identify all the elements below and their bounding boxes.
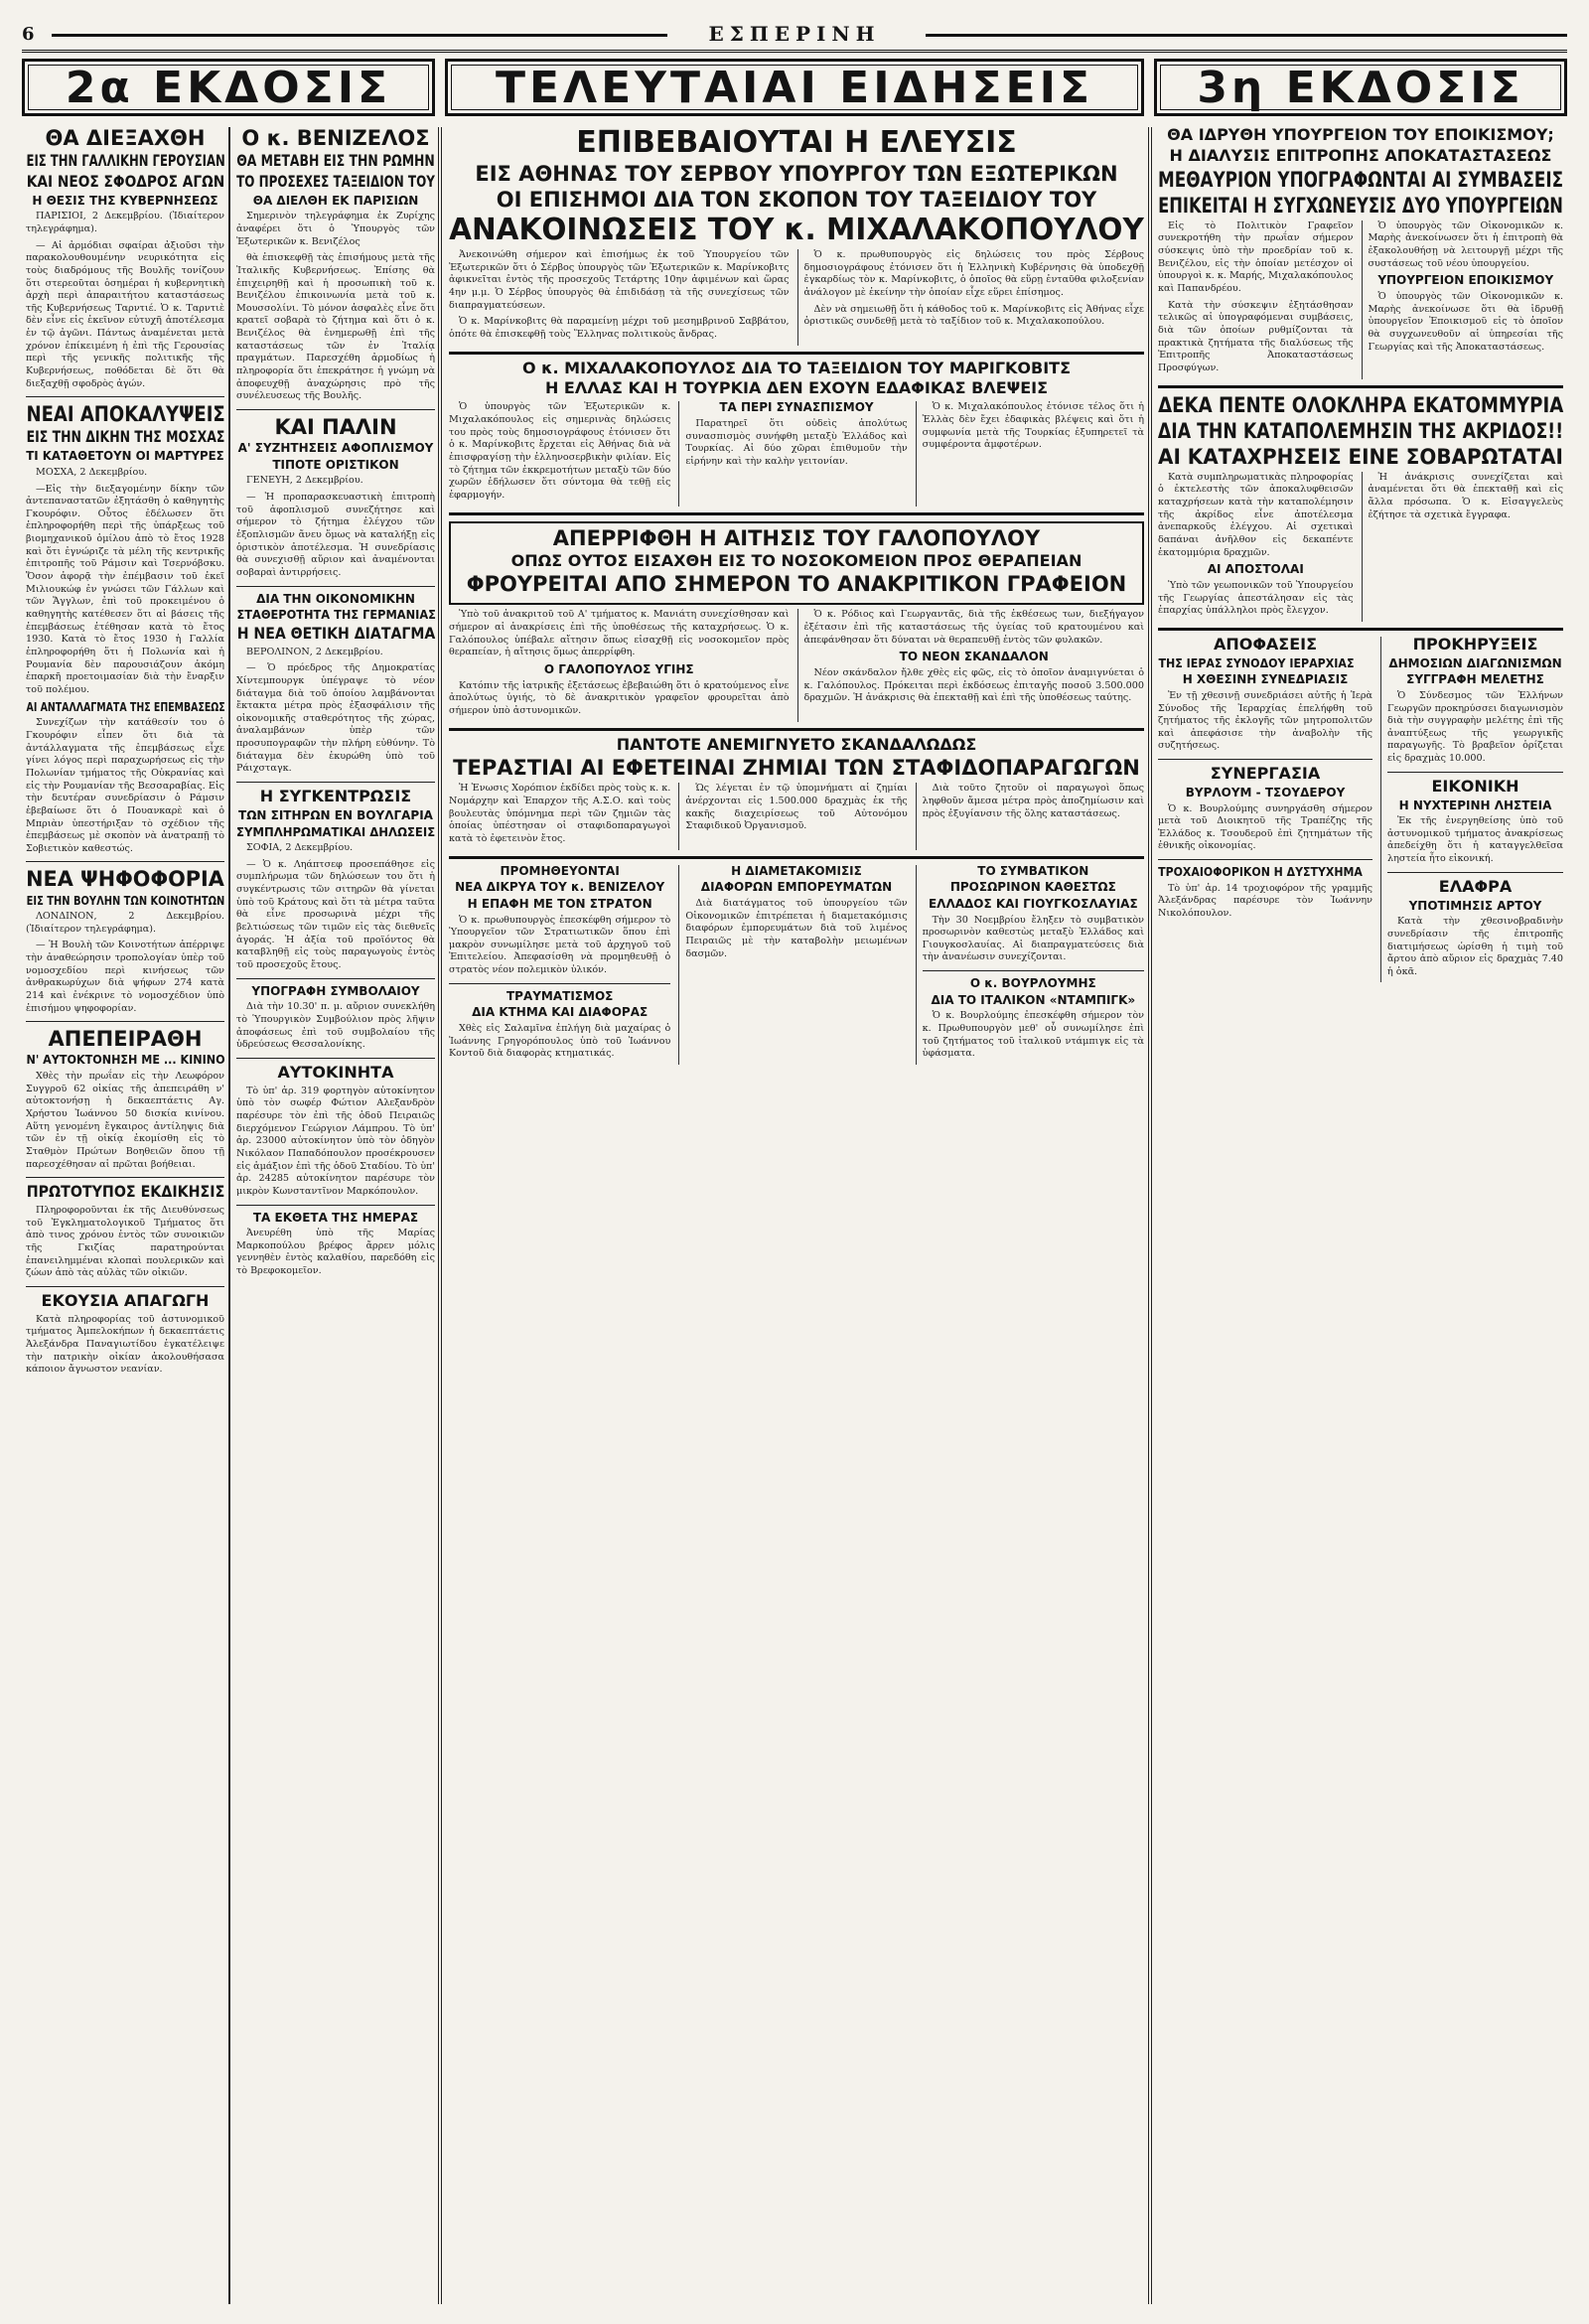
headline: ΟΙ ΕΠΙΣΗΜΟΙ ΔΙΑ ΤΟΝ ΣΚΟΠΟΝ ΤΟΥ ΤΑΞΕΙΔΙΟΥ ΤΟΥ [496, 187, 1097, 212]
article-body: — Ὁ πρόεδρος τῆς Δημοκρατίας Χίντεμπουργκ ὑπέγραψε τὸ νέον διάταγμα διὰ τοῦ ὁποίου λαμβάνονται ἔκτακτα μέτρα πρὸς ἐξασφάλισιν τῆς οἰκονομικῆς σταθερότητος τῆς χώρας, ἀναλαμβάνων ὑπὲρ τῶν προσυπογραφῶν τὴν πλήρη εὐθύνην. Τὸ διάταγμα δὲν ἐκυρώθη ὑπὸ τοῦ Ράιχσταγκ. [236, 662, 435, 775]
headline: ΣΤΑΘΕΡΟΤΗΤΑ ΤΗΣ ΓΕΡΜΑΝΙΑΣ [235, 608, 436, 623]
headline: ΕΙΣ ΤΗΝ ΔΙΚΗΝ ΤΗΣ ΜΟΣΧΑΣ [26, 427, 224, 447]
headline: Ο κ. ΜΙΧΑΛΑΚΟΠΟΥΛΟΣ ΔΙΑ ΤΟ ΤΑΞΕΙΔΙΟΝ ΤΟΥ ΜΑΡΙΓΚΟΒΙΤΣ [521, 358, 1071, 377]
subheadline: ΤΑ ΠΕΡΙ ΣΥΝΑΣΠΙΣΜΟΥ [719, 400, 874, 415]
article-body: Ὁ κ. πρωθυπουργὸς ἐπεσκέφθη σήμερον τὸ Ὑπουργεῖον τῶν Στρατιωτικῶν ὅπου ἐπὶ μακρὸν συνωμίλησε μετὰ τοῦ ἀρχηγοῦ τοῦ Ἐπιτελείου. Ἀπεφασίσθη νὰ προμηθευθῇ ὁ στρατὸς νέον πολεμικὸν ὑλικόν. [449, 914, 671, 976]
headline: ΠΡΟΜΗΘΕΥΟΝΤΑΙ [500, 863, 620, 878]
headline: ΤΩΝ ΣΙΤΗΡΩΝ ΕΝ ΒΟΥΛΓΑΡΙΑ [238, 807, 433, 822]
article-michalakopoulos [449, 358, 1144, 507]
headline: ΑΙ ΚΑΤΑΧΡΗΣΕΙΣ ΕΙΝΕ ΣΟΒΑΡΩΤΑΤΑΙ [1158, 444, 1563, 469]
article-regime [916, 865, 1144, 1065]
headline: ΔΙΑ ΤΗΝ ΟΙΚΟΝΟΜΙΚΗΝ [256, 591, 415, 606]
article-body: Δὲν νὰ σημειωθῇ ὅτι ἡ κάθοδος τοῦ κ. Μαρίνκοβιτς εἰς Ἀθήνας εἶχε ὁριστικῶς συνδεθῇ μετὰ τὸ ταξίδιον τοῦ κ. Μιχαλακοπούλου. [803, 303, 1144, 328]
article-body: Κατὰ συμπληρωματικὰς πληροφορίας ὁ ἐκτελεστὴς τῶν ἀποκαλυφθεισῶν καταχρήσεων κατὰ τὴν καταπολέμησιν τῆς ἀκρίδος εἶνε ἀποτέλεσμα ἀνεπαρκοῦς ἐλέγχου. Αἱ σχετικαὶ δαπάναι ἀνῆλθον εἰς δεκαπέντε ἑκατομμύρια δραχμῶν. [1158, 471, 1354, 558]
article-body: Ἐν τῇ χθεσινῇ συνεδριάσει αὐτῆς ἡ Ἱερὰ Σύνοδος τῆς Ἱεραρχίας ἐπελήφθη τοῦ ζητήματος τῆς ἐκλογῆς τῶν μητροπολιτῶν καὶ ἀπεφάσισε τὴν ἀναβολὴν τῆς συζητήσεως. [1158, 689, 1372, 752]
article-cars [236, 1062, 435, 1199]
dateline: ΒΕΡΟΛΙΝΟΝ, 2 Δεκεμβρίου. [246, 646, 383, 657]
banner-latest-news: ΤΕΛΕΥΤΑΙΑΙ ΕΙΔΗΣΕΙΣ [445, 59, 1144, 116]
article-tram [1158, 866, 1372, 921]
subheadline: ΤΟ ΝΕΟΝ ΣΚΑΝΔΑΛΟΝ [899, 650, 1049, 664]
headline: ΣΥΝΕΡΓΑΣΙΑ [1210, 764, 1321, 784]
article-robbery [1387, 776, 1563, 866]
article-body: Κατόπιν τῆς ἰατρικῆς ἐξετάσεως ἐβεβαιώθη ὅτι ὁ κρατούμενος εἶνε ἀπολύτως ὑγιής, τὸ δὲ ἀνακριτικὸν γραφεῖον φρουρεῖται ἀπὸ σήμερον ὑπὸ ἀστυνομικῶν. [449, 679, 790, 716]
article-germany [236, 593, 435, 777]
headline: ΑΥΤΟΚΙΝΗΤΑ [277, 1062, 394, 1082]
page-header [22, 20, 1567, 53]
article-bread [1387, 876, 1563, 979]
headline: ΚΑΙ ΠΑΛΙΝ [274, 415, 397, 440]
headline: ΤΡΟΧΑΙΟΦΟΡΙΚΟΝ Η ΔΥΣΤΥΧΗΜΑ [1158, 865, 1363, 880]
headline: ΚΑΙ ΝΕΟΣ ΣΦΟΔΡΟΣ ΑΓΩΝ [26, 171, 224, 191]
headline: ΠΡΩΤΟΤΥΠΟΣ ΕΚΔΙΚΗΣΙΣ [26, 1182, 224, 1202]
article-body: Πληροφοροῦνται ἐκ τῆς Διευθύνσεως τοῦ Ἐγκληματολογικοῦ Τμήματος ὅτι ἀπὸ τινος χρόνου ἐντὸς τῶν συνοικιῶν τῆς Γκιζίας παρατηρούνται ἐπανειλημμέναι κλοπαὶ πουλερικῶν καὶ ζώων ἀπὸ τὰς αὐλὰς τῶν οἰκιῶν. [26, 1205, 224, 1279]
headline: ΔΙΑΦΟΡΩΝ ΕΜΠΟΡΕΥΜΑΤΩΝ [700, 880, 893, 895]
article-body: Συνεχίζων τὴν κατάθεσίν του ὁ Γκουρόφιν εἶπεν ὅτι διὰ τὰ ἀντάλλαγματα τῆς ἐπεμβάσεως εἶχε γίνει λόγος περὶ παραχωρήσεως εἰς τὴν Πολωνίαν τμήματος τῆς Οὐκρανίας καὶ εἰς τὴν Ρουμανίαν τῆς Βεσσαραβίας. Εἰς τὴν δευτέραν συνεδρίασιν ὁ Ράμσιν ἐβεβαίωσε ὅτι ὁ Πουανκαρὲ καὶ ὁ Μπριὰν ὑπεστήριξαν τὸ σχέδιον τῆς ἐπεμβάσεως μὲ σκοπὸν νὰ ἀνατραπῇ τὸ Σοβιετικὸν καθεστώς. [26, 717, 224, 854]
headline: ΕΠΙΚΕΙΤΑΙ Η ΣΥΓΧΩΝΕΥΣΙΣ ΔΥΟ ΥΠΟΥΡΓΕΙΩΝ [1158, 193, 1563, 218]
article-synod [1157, 634, 1372, 753]
subheadline: ΑΙ ΑΝΤΑΛΛΑΓΜΑΤΑ ΤΗΣ ΕΠΕΜΒΑΣΕΩΣ [26, 699, 225, 714]
headline: ΒΥΡΛΟΥΜ - ΤΣΟΥΔΕΡΟΥ [1185, 785, 1346, 799]
subheadline: ΣΥΜΠΛΗΡΩΜΑΤΙΚΑΙ ΔΗΛΩΣΕΙΣ [235, 824, 436, 839]
headline: ΟΠΩΣ ΟΥΤΟΣ ΕΙΣΑΧΘΗ ΕΙΣ ΤΟ ΝΟΣΟΚΟΜΕΙΟΝ ΠΡΟΣ ΘΕΡΑΠΕΙΑΝ [510, 550, 1083, 570]
headline: ΕΙΚΟΝΙΚΗ [1431, 776, 1519, 796]
article-galopoulos [449, 521, 1144, 722]
headline: ΥΠΟΤΙΜΗΣΙΣ ΑΡΤΟΥ [1408, 898, 1542, 913]
banner-third-edition: 3η ΕΚΔΟΣΙΣ [1154, 59, 1567, 116]
headline: Α' ΣΥΖΗΤΗΣΕΙΣ ΑΦΟΠΛΙΣΜΟΥ [237, 441, 434, 456]
article-body: Ὁ κ. Ρόδιος καὶ Γεωργαντᾶς, διὰ τῆς ἐκθέσεως των, διεξήγαγον ἐξέτασιν ἐπὶ τῆς καταστάσεως τῆς ὑγείας τοῦ κρατουμένου καὶ ἀπεφάνθησαν ὅτι δύναται νὰ θεραπευθῇ ἐντὸς τῶν φυλακῶν. [803, 609, 1144, 646]
dateline: ΓΕΝΕΥΗ, 2 Δεκεμβρίου. [246, 475, 363, 487]
headline: ΠΑΝΤΟΤΕ ΑΝΕΜΙΓΝΥΕΤΟ ΣΚΑΝΔΑΛΩΔΩΣ [616, 734, 977, 754]
headline: ΠΡΟΣΩΡΙΝΟΝ ΚΑΘΕΣΤΩΣ [949, 880, 1116, 895]
header-rule-right [926, 34, 1567, 37]
article-body: — Αἱ ἀρμόδιαι σφαίραι ἀξιοῦσι τὴν παρακολουθουμένην νευρικότητα εἰς τοὺς διαδρόμους τῆς Βουλῆς τονίζουν ὅτι στερεοῦται ὁσημέραι ἡ κυβερνητικὴ ἀρχὴ περὶ ἀπαραιτήτου καταστάσεως τῆς Κυβερνήσεως Ταρντιέ. Ὁ κ. Ταρντιὲ δὲν εἶνε εἰς ἐκεῖνον εὐτυχῆ ἀποτέλεσμα ἐν τῷ ἀγῶνι. Πάντως ἀναμένεται μετὰ χρόνον ἐπίκειμένη ἡ ἐπὶ τῆς Γερουσίας περὶ τῆς γενικῆς πολιτικῆς τῆς Κυβερνήσεως, ποθόδεται δὲ ὅτι θὰ διεξαχθῇ σφοδρὸς ἀγών. [26, 239, 224, 389]
headline: ΠΡΟΚΗΡΥΞΕΙΣ [1412, 634, 1538, 654]
headline: ΝΕΑΙ ΑΠΟΚΑΛΥΨΕΙΣ [26, 402, 225, 427]
headline: Η ΕΛΛΑΣ ΚΑΙ Η ΤΟΥΡΚΙΑ ΔΕΝ ΕΧΟΥΝ ΕΔΑΦΙΚΑΣ ΒΛΕΨΕΙΣ [544, 378, 1049, 398]
article-body: Κατὰ τὴν χθεσινοβραδινὴν συνεδρίασιν τῆς ἐπιτροπῆς διατιμήσεως ὡρίσθη ἡ τιμὴ τοῦ ἄρτου ἀπὸ αὔριον εἰς δραχμὰς 7.40 ἡ ὀκᾶ. [1387, 916, 1563, 977]
article-body: —Εἰς τὴν διεξαγομένην δίκην τῶν ἀντεπαναστατῶν ἐξητάσθη ὁ καθηγητὴς Γκουρόφιν. Οὗτος ἐδέλωσεν ὅτι ἐπληροφορήθη περὶ τῆς ὑπάρξεως τοῦ βιομηχανικοῦ ὁμίλου ἀπὸ τὸ ἔτος 1928 καὶ ὅτι ἐγνώριζε τὰ μέλη τῆς κεντρικῆς ἐπιτροπῆς τοῦ Ράμσιν καὶ Τσερνόβσκυ. Ὅσον ἀφορᾷ τὴν ἐπέμβασιν τοῦ ἐκεῖ Μιλιουκώφ ἐν γνώσει τῶν Γάλλων καὶ τῶν Ἄγγλων, ἐπὶ τοῦ προκειμένου ὁ καθηγητὴς κατέθεσεν ὅτι αἱ βάσεις τῆς ἐπεμβάσεως ἐτέθησαν κατὰ τὸ ἔτος 1930. Κατὰ τὸ ἔτος 1930 ἡ Γαλλία ἐπληροφορήθη ὅτι ἡ Πολωνία καὶ ἡ Ρουμανία δὲν παρουσιάζουν ἀκόμη ἐπαρκῆ προετοιμασίαν διὰ τὴν ἔναρξιν τοῦ πολέμου. [26, 483, 224, 696]
paper-name: ΕΣΠΕΡΙΝΗ [708, 22, 881, 46]
article-body: Τὴν 30 Νοεμβρίου ἔληξεν τὸ συμβατικὸν προσωρινὸν καθεστὼς μεταξὺ Ἑλλάδος καὶ Γιουγκοσλαυίας. Αἱ διαπραγματεύσεις διὰ τὴν ἀνανέωσιν συνεχίζονται. [922, 914, 1144, 963]
article-bulgaria [236, 789, 435, 972]
article-raisin-growers [449, 734, 1144, 850]
headline: ΑΠΕΡΡΙΦΘΗ Η ΑΙΤΗΣΙΣ ΤΟΥ ΓΑΛΟΠΟΥΛΟΥ [552, 525, 1041, 550]
headline: ΕΚΟΥΣΙΑ ΑΠΑΓΩΓΗ [41, 1291, 210, 1310]
headline: ΘΑ ΙΔΡΥΘΗ ΥΠΟΥΡΓΕΙΟΝ ΤΟΥ ΕΠΟΙΚΙΣΜΟΥ; [1167, 127, 1554, 144]
dateline: ΜΟΣΧΑ, 2 Δεκεμβρίου. [36, 466, 148, 478]
article-body: Κατὰ πληροφορίας τοῦ ἀστυνομικοῦ τμήματος Ἀμπελοκήπων ἡ δεκαεπτάετις Ἀλεξάνδρα Παναγιωτίδου ἐγκατέλειψε τὴν πατρικὴν οἰκίαν ἀκολουθήσασα κάποιον ἄγνωστον νεανίαν. [26, 1313, 224, 1376]
article-foundlings [236, 1212, 435, 1278]
subheadline: Η ΕΠΑΦΗ ΜΕ ΤΟΝ ΣΤΡΑΤΟΝ [467, 896, 652, 911]
headline: Ο κ. ΒΕΝΙΖΕΛΟΣ [241, 127, 430, 150]
section-banners [22, 59, 1567, 120]
headline: ΔΙΑ ΚΤΗΜΑ ΚΑΙ ΔΙΑΦΟΡΑΣ [472, 1005, 649, 1020]
headline-box [449, 521, 1144, 606]
subheadline: ΥΠΟΥΡΓΕΙΟΝ ΕΠΟΙΚΙΣΜΟΥ [1377, 273, 1554, 288]
dateline: ΠΑΡΙΣΙΟΙ, 2 Δεκεμβρίου. (Ἰδιαίτερον τηλεγράφημα). [26, 211, 224, 234]
subheadline: ΤΙΠΟΤΕ ΟΡΙΣΤΙΚΟΝ [272, 457, 399, 472]
column-right [1154, 127, 1567, 2304]
headline: ΕΙΣ ΤΗΝ ΓΑΛΛΙΚΗΝ ΓΕΡΟΥΣΙΑΝ [26, 151, 225, 171]
headline: ΕΙΣ ΤΗΝ ΒΟΥΛΗΝ ΤΩΝ ΚΟΙΝΟΤΗΤΩΝ [26, 893, 224, 908]
headline: ΤΟ ΣΥΜΒΑΤΙΚΟΝ [977, 863, 1089, 878]
headline: Ο κ. ΒΟΥΡΛΟΥΜΗΣ [969, 976, 1096, 991]
headline: ΑΠΟΦΑΣΕΙΣ [1213, 634, 1318, 654]
headline: ΕΙΣ ΑΘΗΝΑΣ ΤΟΥ ΣΕΡΒΟΥ ΥΠΟΥΡΓΟΥ ΤΩΝ ΕΞΩΤΕΡΙΚΩΝ [475, 161, 1118, 186]
column-1 [22, 127, 228, 2304]
article-serb-minister [449, 127, 1144, 346]
subheadline: ΣΥΓΓΡΑΦΗ ΜΕΛΕΤΗΣ [1406, 672, 1544, 687]
article-body: Ὁ κ. Μαρίνκοβιτς θὰ παραμείνῃ μέχρι τοῦ μεσημβρινοῦ Σαββάτου, ὁπότε θὰ ἐπισκεφθῇ τοὺς Ἕλληνας πολιτικοὺς ἄνδρας. [449, 316, 790, 341]
headline: Η ΝΥΧΤΕΡΙΝΗ ΛΗΣΤΕΙΑ [1398, 798, 1552, 812]
headline: ΔΗΜΟΣΙΩΝ ΔΙΑΓΩΝΙΣΜΩΝ [1388, 655, 1562, 670]
subheadline: ΘΑ ΔΙΕΛΘΗ ΕΚ ΠΑΡΙΣΙΩΝ [252, 193, 419, 208]
subheadline: ΤΙ ΚΑΤΑΘΕΤΟΥΝ ΟΙ ΜΑΡΤΥΡΕΣ [26, 449, 224, 464]
headline: ΔΕΚΑ ΠΕΝΤΕ ΟΛΟΚΛΗΡΑ ΕΚΑΤΟΜΜΥΡΙΑ [1158, 392, 1564, 417]
article-disarmament [236, 416, 435, 579]
headline: ΝΕΑ ΨΗΦΟΦΟΡΙΑ [26, 867, 224, 892]
article-body: Εἰς τὸ Πολιτικὸν Γραφεῖον συνεκροτήθη τὴν πρωΐαν σήμερον σύσκεψις ὑπὸ τὴν προεδρίαν τοῦ κ. Βενιζέλου, εἰς τὴν ὁποίαν μετέσχον οἱ ὑπουργοὶ κ. κ. Μαρής, Μιχαλακόπουλος καὶ Παπανδρέου. [1158, 219, 1354, 294]
article-revenge [26, 1184, 224, 1280]
article-body: Διὰ διατάγματος τοῦ ὑπουργείου τῶν Οἰκονομικῶν ἐπιτρέπεται ἡ διαμετακόμισις διαφόρων ἐμπορευμάτων διὰ τοῦ λιμένος Πειραιῶς μὲ τὴν καταβολὴν μειωμένων δασμῶν. [685, 897, 908, 959]
article-contract [236, 985, 435, 1052]
article-body: Ὡς λέγεται ἐν τῷ ὑπομνήματι αἱ ζημίαι ἀνέρχονται εἰς 1.500.000 δραχμὰς ἐκ τῆς κακῆς διαχειρίσεως τοῦ Αὐτονόμου Σταφιδικοῦ Ὀργανισμοῦ. [685, 783, 908, 832]
article-body: — Ἡ προπαρασκευαστικὴ ἐπιτροπὴ τοῦ ἀφοπλισμοῦ συνεζήτησε καὶ σήμερον τὸ ζήτημα ἐλέγχου τῶν ἐξοπλισμῶν ἄνευ ὅμως νὰ καταλήξῃ εἰς ὁριστικὸν ἀποτέλεσμα. Ἡ συνεδρίασις θὰ συνεχισθῇ αὔριον καὶ ἀναμένονται σοβαραὶ ἀντιρρήσεις. [236, 491, 435, 578]
article-body: Ὁ κ. Βουρλούμης συνηργάσθη σήμερον μετὰ τοῦ Διοικητοῦ τῆς Τραπέζης τῆς Ἑλλάδος κ. Τσουδεροῦ ἐπὶ ζητημάτων τῆς ἐθνικῆς οἰκονομίας. [1158, 802, 1372, 852]
article-body: Ὁ ὑπουργὸς τῶν Οἰκονομικῶν κ. Μαρὴς ἀνεκοίνωσεν ὅτι ἡ ἐπιτροπὴ θὰ ἐξακολουθήσῃ νὰ λειτουργῇ μέχρι τῆς συστάσεως τοῦ νέου ὑπουργείου. [1368, 219, 1563, 269]
article-body: Ὁ κ. Μιχαλακόπουλος ἐτόνισε τέλος ὅτι ἡ Ἑλλὰς δὲν ἔχει ἐδαφικὰς βλέψεις καὶ ὅτι ἡ συμφωνία μετὰ τῆς Τουρκίας ἐξυπηρετεῖ τὰ συμφέροντα ἀμφοτέρων. [922, 401, 1144, 451]
article-body: Ὁ ὑπουργὸς τῶν Οἰκονομικῶν κ. Μαρὴς ἀνεκοίνωσε ὅτι θὰ ἱδρυθῇ ὑπουργεῖον Ἐποικισμοῦ εἰς τὸ ὁποῖον θὰ συγχωνευθοῦν αἱ ὑπηρεσίαι τῆς Γεωργίας καὶ τῆς Ἀποκαταστάσεως. [1368, 290, 1563, 353]
article-venizelos-rome [236, 127, 435, 403]
article-body: Ὑπὸ τῶν γεωπονικῶν τοῦ Ὑπουργείου τῆς Γεωργίας ἀπεστάλησαν εἰς τὰς ἐπαρχίας ὑπάλληλοι πρὸς ἔλεγχον. [1158, 579, 1354, 617]
article-body: Τὸ ὑπ' ἀρ. 319 φορτηγὸν αὐτοκίνητον ὑπὸ τὸν σωφέρ Φώτιον Αλεξανδρὸν παρέσυρε τὸν ἐπὶ τῆς ὁδοῦ Πειραιῶς διερχόμενον Γεώργιον Λάμπρου. Τὸ ὑπ' ἀρ. 23000 αὐτοκίνητον ὑπὸ τὸν ὁδηγὸν Νικόλαον Παπαδόπουλον προσέκρουσεν εἰς ἁμάξιον ἐπὶ τῆς ὁδοῦ Σταδίου. Τὸ ὑπ' ἀρ. 24285 αὐτοκίνητον παρέσυρε τὸν μικρὸν Κωνσταντῖνον Μαρκόπουλον. [236, 1085, 435, 1197]
article-settlement-ministry [1158, 127, 1563, 379]
headline: Ν' ΑΥΤΟΚΤΟΝΗΣΗ ΜΕ ... ΚΙΝΙΝΟ [26, 1053, 225, 1068]
headline: ΑΙ ΑΠΟΣΤΟΛΑΙ [1207, 562, 1304, 577]
newspaper-page [22, 20, 1567, 2304]
headline: Η ΔΙΑΜΕΤΑΚΟΜΙΣΙΣ [731, 863, 862, 878]
article-body: Διὰ τὴν 10.30' π. μ. αὔριον συνεκλήθη τὸ Ὑπουργικὸν Συμβούλιον πρὸς λῆψιν ἀποφάσεως ἐπὶ τοῦ συμβολαίου τῆς ὑδρεύσεως Θεσσαλονίκης. [236, 1001, 435, 1051]
headline: Η ΔΙΑΛΥΣΙΣ ΕΠΙΤΡΟΠΗΣ ΑΠΟΚΑΤΑΣΤΑΣΕΩΣ [1169, 145, 1552, 165]
article-elopement [26, 1293, 224, 1377]
headline: ΕΠΙΒΕΒΑΙΟΥΤΑΙ Η ΕΛΕΥΣΙΣ [576, 127, 1017, 160]
headline: Η ΣΥΓΚΕΝΤΡΩΣΙΣ [259, 787, 412, 806]
article-body: Ἡ ἀνάκρισις συνεχίζεται καὶ ἀναμένεται ὅτι θὰ ἐπεκταθῇ καὶ εἰς ἄλλα πρόσωπα. Ὁ κ. Εἰσαγγελεὺς ἐζήτησε τὰ σχετικὰ ἔγγραφα. [1368, 471, 1563, 520]
article-body: Νέον σκάνδαλον ἤλθε χθὲς εἰς φῶς, εἰς τὸ ὁποῖον ἀναμιγνύεται ὁ κ. Γαλόπουλος. Πρόκειται περὶ ἐκδόσεως ἐπιταγῆς ποσοῦ 3.500.000 δραχμῶν. Ἡ ἀνάκρισις θὰ ἐπεκταθῇ καὶ ἐπὶ τῆς ὑποθέσεως ταύτης. [803, 666, 1144, 704]
headline: ΤΟ ΠΡΟΣΕΧΕΣ ΤΑΞΕΙΔΙΟΝ ΤΟΥ [236, 171, 435, 191]
article-body: Ὑπὸ τοῦ ἀνακριτοῦ τοῦ Α' τμήματος κ. Μανιάτη συνεχίσθησαν καὶ σήμερον αἱ ἀνακρίσεις ἐπὶ τῆς ὑποθέσεως τῆς καταχρήσεως. Ὁ κ. Γαλόπουλος ὑπέβαλε αἴτησιν ὅπως εἰσαχθῇ εἰς νοσοκομεῖον πρὸς θεραπείαν, ἡ αἴτησις ὅμως ἀπερρίφθη. [449, 609, 790, 658]
headline: Η ΝΕΑ ΘΕΤΙΚΗ ΔΙΑΤΑΓΜΑ [236, 623, 435, 643]
dateline: ΣΟΦΙΑ, 2 Δεκεμβρίου. [246, 842, 354, 854]
headline: ΦΡΟΥΡΕΙΤΑΙ ΑΠΟ ΣΗΜΕΡΟΝ ΤΟ ΑΝΑΚΡΙΤΙΚΟΝ ΓΡΑΦΕΙΟΝ [466, 572, 1127, 597]
headline: ΤΡΑΥΜΑΤΙΣΜΟΣ [506, 988, 614, 1003]
subheadline: Η ΘΕΣΙΣ ΤΗΣ ΚΥΒΕΡΝΗΣΕΩΣ [32, 193, 218, 208]
article-body: Κατὰ τὴν σύσκεψιν ἐξητάσθησαν τελικῶς αἱ ὑπογραφόμεναι συμβάσεις, διὰ τῶν ὁποίων ρυθμίζονται τὰ πρακτικὰ ζητήματα τῆς διαλύσεως τῆς Ἐπιτροπῆς Ἀποκαταστάσεως Προσφύγων. [1158, 299, 1354, 373]
headline: ΤΑ ΕΚΘΕΤΑ ΤΗΣ ΗΜΕΡΑΣ [252, 1210, 419, 1225]
article-body: Ἐκ τῆς ἐνεργηθείσης ὑπὸ τοῦ ἀστυνομικοῦ τμήματος ἀνακρίσεως ἀπεδείχθη ὅτι ἡ καταγγελθεῖσα ληστεία ἦτο εἰκονική. [1387, 815, 1563, 865]
subheadline: Η ΧΘΕΣΙΝΗ ΣΥΝΕΔΡΙΑΣΙΣ [1182, 672, 1349, 687]
article-transit [678, 865, 907, 1065]
article-body: — Ἡ Βουλὴ τῶν Κοινοτήτων ἀπέρριψε τὴν ἀναθεώρησιν τροπολογίαν ὑπὲρ τοῦ νομοσχεδίου περὶ κινήσεως τῶν ἀνθρακωρύχων διὰ ψήφων 274 κατὰ 214 καὶ ἐνέκρινε τὸ νομοσχέδιον ὑπὸ ἐπισήμου ψηφοφορίαν. [26, 940, 224, 1014]
page-number: 6 [22, 24, 35, 45]
headline: ΤΕΡΑΣΤΙΑΙ ΑΙ ΕΦΕΤΕΙΝΑΙ ΖΗΜΙΑΙ ΤΩΝ ΣΤΑΦΙΔΟΠΑΡΑΓΩΓΩΝ [453, 756, 1140, 781]
headline: ΜΕΘΑΥΡΙΟΝ ΥΠΟΓΡΑΦΩΝΤΑΙ ΑΙ ΣΥΜΒΑΣΕΙΣ [1158, 167, 1564, 192]
article-body: Χθὲς τὴν πρωΐαν εἰς τὴν Λεωφόρον Συγγροῦ 62 οἰκίας τῆς ἀπεπειράθη ν' αὐτοκτονήσῃ ἡ δεκαεπτάετις Αγ. Χρήστου Ἰωάννου 50 δισκία κινίνου. Αὕτη γενομένη ἔγκαιρος ἀντίληψις διὰ τῶν ἐν τῇ οἰκίᾳ ἐκομίσθη εἰς τὸ Σταθμὸν Πρώτων Βοηθειῶν ὅπου τῇ παρεσχέθησαν αἱ πρῶται βοήθειαι. [26, 1071, 224, 1170]
article-moscow-trial [26, 403, 224, 855]
article-body: Παρατηρεῖ ὅτι οὐδεὶς ἀπολύτως συνασπισμὸς συνήφθη μεταξὺ Ἑλλάδος καὶ Τουρκίας. Αἱ δύο χῶραι ἐπιθυμοῦν τὴν εἰρήνην καὶ τὴν καλὴν γειτονίαν. [685, 417, 908, 467]
headline: ΝΕΑ ΔΙΚΡΥΑ ΤΟΥ κ. ΒΕΝΙΖΕΛΟΥ [455, 880, 665, 895]
article-body: Ὁ ὑπουργὸς τῶν Ἐξωτερικῶν κ. Μιχαλακόπουλος εἰς σημερινὰς δηλώσεις του πρὸς τοὺς δημοσιογράφους ἐτόνισεν ὅτι ὁ κ. Μαρίνκοβιτς ἔρχεται εἰς Ἀθήνας διὰ νὰ ἐπισφραγίσῃ τὴν ἑλληνοσερβικὴν φιλίαν. Εἰς τὸ ζήτημα τῶν ἐκκρεμοτήτων μεταξὺ τῶν δύο χωρῶν ἐδήλωσεν ὅτι σύντομα θὰ τεθῇ εἰς ἐφαρμογήν. [449, 401, 671, 501]
headline: ΘΑ ΜΕΤΑΒΗ ΕΙΣ ΤΗΝ ΡΩΜΗΝ [236, 151, 435, 171]
article-body: Ὁ κ. πρωθυπουργὸς εἰς δηλώσεις του πρὸς Σέρβους δημοσιογράφους ἐτόνισεν ὅτι ἡ Ἑλληνικὴ Κυβέρνησις θὰ ὑποδεχθῇ ἐγκαρδίως τὸν κ. Μαρίνκοβιτς, ὁ ὁποῖος θὰ εὕρῃ ἐνταῦθα φιλοξενίαν ἀνάλογον μὲ ἐκείνην τὴν ὁποίαν εἶχε εὕρει ἐπίσημος. [803, 249, 1144, 299]
banner-second-edition: 2α ΕΚΔΟΣΙΣ [22, 59, 435, 116]
dateline: Σημερινὸν τηλεγράφημα ἐκ Ζυρίχης ἀναφέρει ὅτι ὁ Ὑπουργὸς τῶν Ἐξωτερικῶν κ. Βενιζέλος [236, 211, 435, 247]
headline: ΑΝΑΚΟΙΝΩΣΕΙΣ ΤΟΥ κ. ΜΙΧΑΛΑΚΟΠΟΥΛΟΥ [449, 212, 1144, 247]
headline: ΑΠΕΠΕΙΡΑΘΗ [48, 1027, 203, 1052]
article-body: Ὁ Σύνδεσμος τῶν Ἑλλήνων Γεωργῶν προκηρύσσει διαγωνισμὸν διὰ τὴν συγγραφὴν μελέτης ἐπὶ τῆς ἀναπτύξεως τῆς γεωργικῆς παραγωγῆς. Τὸ βραβεῖον ὁρίζεται εἰς δραχμὰς 10.000. [1387, 689, 1563, 765]
headline: ΤΗΣ ΙΕΡΑΣ ΣΥΝΟΔΟΥ ΙΕΡΑΡΧΙΑΣ [1157, 655, 1355, 670]
headline: ΘΑ ΔΙΕΞΑΧΘΗ [45, 127, 206, 150]
article-new-vote [26, 868, 224, 1015]
headline: ΔΙΑ ΤΗΝ ΚΑΤΑΠΟΛΕΜΗΣΙΝ ΤΗΣ ΑΚΡΙΔΟΣ!! [1157, 418, 1564, 443]
column-center [445, 127, 1148, 2304]
article-body: θὰ ἐπισκεφθῇ τὰς ἐπισήμους μετὰ τῆς Ἰταλικῆς Κυβερνήσεως. Ἐπίσης θὰ ἐπιχειρηθῇ καὶ ἡ προσωπικὴ τοῦ κ. Βενιζέλου ἐπικοινωνία μετὰ τοῦ κ. Μουσσολίνι. Τὸ μόνον ἀσφαλὲς εἶνε ὅτι κρατεῖ σοβαρὰ τὸ ζήτημα καὶ ὅτι ὁ κ. Βενιζέλος θὰ ἐνημερωθῇ ἐπὶ τῆς καταστάσεως τῶν ἐν Ἰταλίᾳ πραγμάτων. Παρεσχέθη ἀρμοδίως ἡ πληροφορία ὅτι ἐπεκράτησε ἡ γνώμη νὰ ἀποφευχθῇ ἀναχώρησις πρὸ τῆς συνέλευσεως τῆς Βουλῆς. [236, 252, 435, 402]
article-body: Ἡ Ἑνωσις Χορόπιον ἐκδίδει πρὸς τοὺς κ. κ. Νομάρχην καὶ Ἐπαρχον τῆς Α.Σ.Ο. καὶ τοὺς βουλευτὰς ὑπόμνημα περὶ τῶν ζημιῶν τὰς ὁποίας ὑπέστησαν οἱ σταφιδοπαραγωγοὶ κατὰ τὸ ἐφετεινὸν ἔτος. [449, 783, 671, 845]
article-body: Διὰ τοῦτο ζητοῦν οἱ παραγωγοὶ ὅπως ληφθοῦν ἄμεσα μέτρα πρὸς ἀποζημίωσιν καὶ πρὸς ἐξυγίανσιν τῆς ὅλης καταστάσεως. [922, 783, 1144, 819]
article-body: Ἀνευρέθη ὑπὸ τῆς Μαρίας Μαρκοπούλου βρέφος ἄρρεν μόλις γεννηθὲν ἐντὸς καλαθίου, παρεδόθη εἰς τὸ Βρεφοκομεῖον. [236, 1228, 435, 1277]
column-2 [232, 127, 439, 2304]
headline: ΕΛΑΦΡΑ [1438, 876, 1513, 896]
article-locust [1158, 394, 1563, 622]
article-body: Τὸ ὑπ' ἀρ. 14 τροχιοφόρον τῆς γραμμῆς Ἀλεξάνδρας παρέσυρε τὸν Ἰωάννην Νικολόπουλον. [1158, 882, 1372, 920]
headline: ΥΠΟΓΡΑΦΗ ΣΥΜΒΟΛΑΙΟΥ [251, 983, 420, 998]
headline: ΔΙΑ ΤΟ ΙΤΑΛΙΚΟΝ «ΝΤΑΜΠΙΓΚ» [931, 992, 1136, 1007]
headline: ΕΛΛΑΔΟΣ ΚΑΙ ΓΙΟΥΓΚΟΣΛΑΥΙΑΣ [928, 896, 1138, 911]
article-body: Ἀνεκοινώθη σήμερον καὶ ἐπισήμως ἐκ τοῦ Ὑπουργείου τῶν Ἐξωτερικῶν ὅτι ὁ Σέρβος ὑπουργὸς τῶν Ἐξωτερικῶν κ. Μαρίνκοβιτς ἀφικνεῖται ἐντὸς τῆς προσεχοῦς Τετάρτης 10ην ἀφιμένων καὶ ὥρας 4ην μ.μ. Ὁ Σέρβος ὑπουργὸς θὰ ἐπιδιδάσῃ τὰ τῆς συνεχίσεως τῶν διαπραγματεύσεων. [449, 249, 790, 311]
article-cooperation [1158, 766, 1372, 853]
article-competitions [1387, 634, 1563, 766]
dateline: ΛΟΝΔΙΝΟΝ, 2 Δεκεμβρίου. (Ἰδιαίτερον τηλεγράφημα). [26, 911, 224, 935]
article-body: — Ὁ κ. Ληάπτσεφ προσεπάθησε εἰς συμπλήρωμα τῶν δηλώσεων του ὅτι ἡ συγκέντρωσις τῶν σιτηρῶν θὰ γίνεται ὑπὸ τοῦ Κράτους καὶ ὅτι τὰ μέτρα ταῦτα θὰ εἶνε προσωρινὰ μέχρι τῆς βελτιώσεως τῶν τιμῶν εἰς τὰς διεθνεῖς ἀγοράς. Ἡ ἀξία τοῦ προϊόντος θὰ καταβληθῇ εἰς τοὺς παραγωγοὺς ἐντὸς τοῦ προσεχοῦς ἔτους. [236, 858, 435, 970]
article-body: Χθὲς εἰς Σαλαμῖνα ἐπλήγη διὰ μαχαίρας ὁ Ἰωάννης Γρηγορόπουλος ὑπὸ τοῦ Ἰωάννου Κοντοῦ διὰ διαφορὰς κτηματικάς. [449, 1022, 671, 1060]
subheadline: Ο ΓΑΛΟΠΟΥΛΟΣ ΥΓΙΗΣ [543, 662, 694, 677]
article-suicide-attempt [26, 1028, 224, 1171]
article-body: Ὁ κ. Βουρλούμης ἐπεσκέφθη σήμερον τὸν κ. Πρωθυπουργὸν μεθ' οὗ συνωμίλησε ἐπὶ τοῦ ζητήματος τοῦ ἰταλικοῦ ντάμπιγκ εἰς τὰ ὑφάσματα. [922, 1010, 1144, 1060]
article-gallic-senate [26, 127, 224, 390]
article-venizelos-army [449, 865, 670, 1065]
